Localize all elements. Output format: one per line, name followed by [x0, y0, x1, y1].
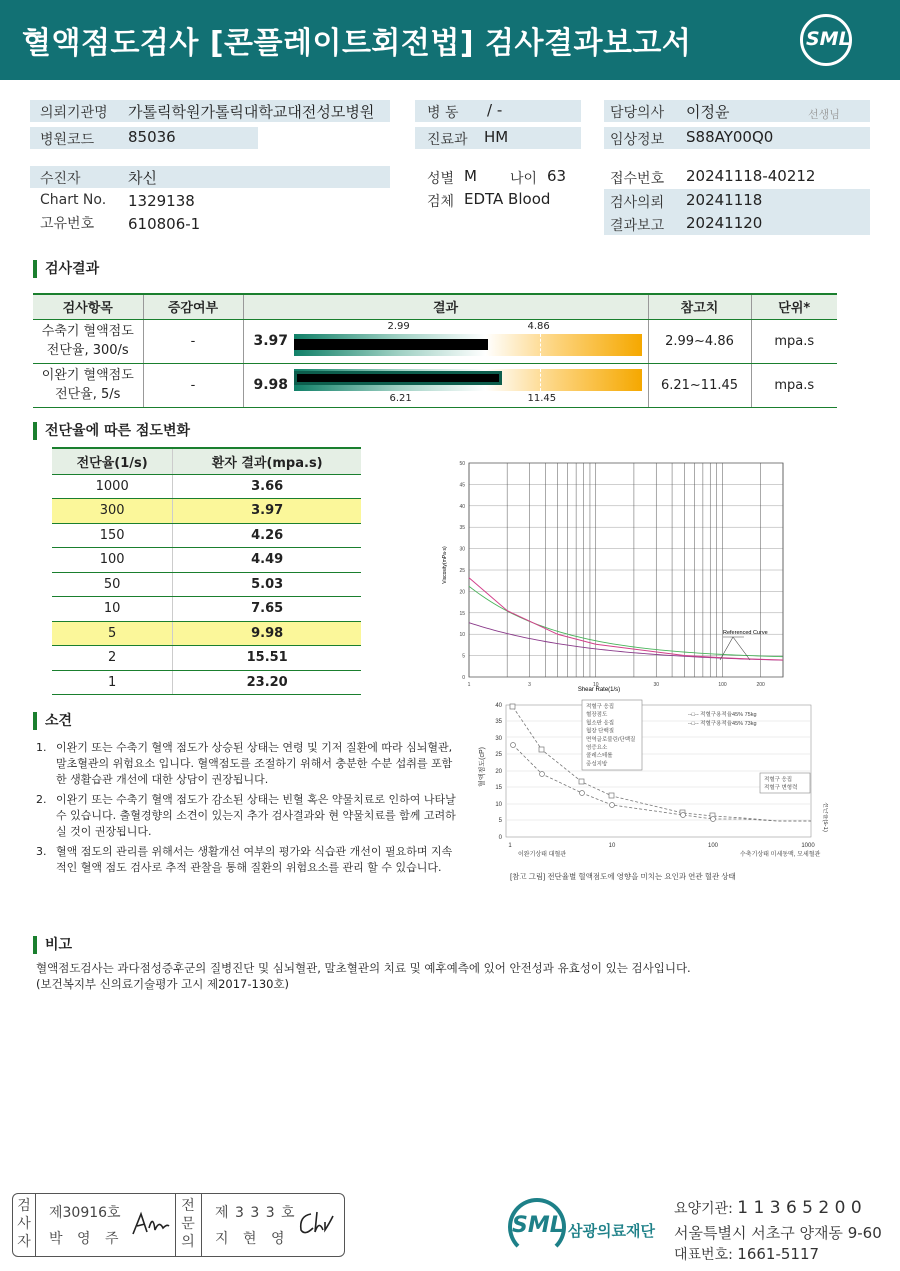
specialist-signature	[295, 1206, 337, 1238]
ref-high-marker	[540, 369, 541, 391]
y-tick-label: 20	[459, 589, 465, 596]
tester-signature	[129, 1208, 171, 1238]
shear-rate: 5	[52, 621, 173, 646]
y-tick-label: 15	[459, 610, 465, 617]
x-tick-label: 30	[653, 682, 660, 688]
chart-xlabel: Shear Rate(1/s)	[577, 687, 621, 693]
ref-legend-item: 콜레스테롤	[586, 753, 613, 760]
age-value: 63	[547, 167, 567, 185]
x-tick-label: 3	[528, 682, 531, 688]
footer-logo-text: SML	[512, 1213, 564, 1238]
chart-grid	[469, 463, 783, 677]
svg-text:40: 40	[495, 703, 502, 709]
tester-label: 검사자	[17, 1198, 31, 1250]
x-tick-label: 10	[592, 682, 599, 688]
svg-text:35: 35	[495, 719, 502, 725]
result-bar-fill	[294, 371, 503, 385]
table-row	[52, 548, 361, 573]
viscosity-value: 23.20	[173, 670, 361, 695]
svg-text:1: 1	[508, 843, 512, 849]
result-cell	[243, 363, 648, 407]
report-title: 혈액점도검사 [콘플레이트회전법] 검사결과보고서	[22, 26, 692, 61]
chart-annotation: Referenced Curve	[723, 630, 768, 636]
clinical-value: S88AY00Q0	[686, 128, 774, 146]
institution-value: 가톨릭학원가톨릭대학교대전성모병원	[128, 103, 375, 121]
y-tick-label: 35	[459, 525, 465, 532]
chart-value: 1329138	[128, 192, 195, 210]
table-row	[52, 646, 361, 671]
x-tick-label: 200	[756, 682, 765, 688]
ref-xlabel-left: 이완기상태 대혈관	[518, 852, 567, 858]
sex-label: 성별	[427, 171, 455, 187]
unit: mpa.s	[751, 363, 837, 407]
viscosity-value: 7.65	[173, 597, 361, 622]
note-item: 2. 이완기 또는 수축기 혈액 점도가 감소된 상태는 빈혈 혹은 약물치료로 인하여 나타날 수 있습니다. 출혈경향의 소견이 있는지 추가 검사결과와 현 약물치료를 함께 고려하실 것이 권장됩니다.	[36, 793, 456, 838]
svg-text:5: 5	[498, 818, 502, 824]
result-value: 9.98	[253, 376, 289, 393]
col-header: 참고치	[648, 294, 751, 319]
ref-y2label: 전단율(s-1)	[822, 802, 828, 832]
svg-text:20: 20	[495, 769, 502, 775]
unit: mpa.s	[751, 319, 837, 363]
svg-text:30: 30	[495, 736, 502, 742]
ref-legend-item: 중성지방	[586, 761, 608, 768]
reference-figure	[478, 697, 828, 887]
ref-legend-item: 염증요소	[586, 745, 608, 751]
ref-range: 6.21~11.45	[648, 363, 751, 407]
ref-high-label: 4.86	[527, 320, 550, 332]
patient-value: 차신	[128, 169, 157, 187]
specialist-label: 전문의	[181, 1198, 195, 1250]
ref-legend-item: 혈소판 응집	[586, 720, 615, 727]
test-item: 이완기 혈액점도	[41, 368, 134, 383]
notes-list	[36, 740, 456, 880]
test-item-sub: 전단율, 5/s	[55, 387, 121, 402]
tester-number: 제30916호	[49, 1205, 121, 1221]
ref-low-label: 2.99	[387, 320, 410, 332]
specimen-value: EDTA Blood	[464, 190, 551, 208]
table-row	[33, 363, 837, 407]
ref-xlabel-right: 수축기상태 미세동맥, 모세혈관	[740, 852, 821, 858]
y-tick-label: 40	[459, 503, 465, 510]
ref-legend-box	[582, 700, 642, 770]
svg-text:10: 10	[495, 802, 502, 808]
ref-legend-item: 혈장 단백질	[586, 728, 615, 735]
table-row	[52, 670, 361, 695]
viscosity-value: 3.97	[173, 499, 361, 524]
svg-text:100: 100	[707, 843, 719, 849]
receipt-value: 20241118-40212	[686, 167, 816, 185]
ref-legend-box2-item: 적혈구 응집	[764, 777, 793, 783]
shear-rate: 1000	[52, 474, 173, 499]
doctor-value: 이정윤	[686, 103, 730, 121]
org-name: 삼광의료재단	[568, 1222, 655, 1240]
y-tick-label: 25	[459, 568, 465, 574]
y-tick-label: 5	[462, 653, 465, 660]
ref-legend-item: 적혈구 응집	[586, 704, 615, 710]
shear-rate: 100	[52, 548, 173, 573]
results-table	[33, 293, 837, 408]
flag: -	[143, 363, 243, 407]
remark-line: (보건복지부 신의료기술평가 고시 제2017-130호)	[36, 977, 290, 991]
sml-logo-text: SML	[806, 28, 851, 50]
svg-text:1000: 1000	[801, 843, 815, 849]
tester-name: 박 영 주	[49, 1231, 124, 1247]
chart-label: Chart No.	[40, 192, 107, 208]
specialist-number: 제 3 3 3 호	[215, 1205, 296, 1221]
note-item: 3. 혈액 점도의 관리를 위해서는 생활개선 여부의 평가와 식습관 개선이 필요하며 지속적인 혈액 점도 검사로 추적 관찰을 통해 질환의 위험요소를 관리 할 수 있습니다.	[36, 845, 453, 874]
col-header: 단위*	[751, 294, 837, 319]
col-header: 검사항목	[33, 294, 143, 319]
ref-ylabel: 혈액점도(cP)	[479, 747, 486, 787]
uid-label: 고유번호	[40, 216, 95, 232]
x-tick-label: 100	[718, 682, 727, 688]
dept-value: HM	[484, 128, 509, 146]
hospital-code-value: 85036	[128, 128, 176, 146]
doctor-suffix: 선생님	[808, 108, 840, 121]
svg-text:0: 0	[498, 835, 502, 841]
svg-text:15: 15	[495, 785, 502, 791]
org-address: 서울특별시 서초구 양재동 9-60	[674, 1224, 882, 1242]
shear-rate: 50	[52, 572, 173, 597]
shear-rate: 10	[52, 597, 173, 622]
viscosity-section-title: 전단율에 따른 점도변화	[33, 422, 190, 440]
receipt-label: 접수번호	[610, 171, 665, 187]
results-section-title: 검사결과	[33, 260, 99, 278]
viscosity-value: 5.03	[173, 572, 361, 597]
viscosity-value: 15.51	[173, 646, 361, 671]
dept-label: 진료과	[427, 132, 468, 148]
ref-legend-box2-item: 적혈구 변형력	[764, 785, 798, 791]
ref-y-ticks	[495, 703, 502, 841]
result-cell	[243, 319, 648, 363]
svg-text:10: 10	[608, 843, 616, 849]
specimen-label: 검체	[427, 194, 455, 210]
viscosity-table	[52, 447, 361, 695]
ref-legend-item: --□-- 적혈구용적율45% 73kg	[688, 721, 757, 727]
table-row	[52, 523, 361, 548]
ref-high-label: 11.45	[527, 392, 557, 404]
viscosity-chart	[438, 455, 790, 695]
request-label: 검사의뢰	[610, 195, 665, 211]
org-code-label: 요양기관:	[674, 1201, 733, 1217]
test-item-sub: 전단율, 300/s	[46, 343, 129, 358]
ref-legend-item: 혈장점도	[586, 712, 608, 719]
hospital-code-label: 병원코드	[40, 132, 95, 148]
viscosity-value: 3.66	[173, 474, 361, 499]
viscosity-value: 9.98	[173, 621, 361, 646]
result-value: 3.97	[253, 332, 289, 349]
report-date-label: 결과보고	[610, 218, 665, 234]
viscosity-value: 4.49	[173, 548, 361, 573]
col-header: 환자 결과(mpa.s)	[173, 448, 361, 474]
shear-rate: 2	[52, 646, 173, 671]
org-phone: 1661-5117	[737, 1245, 820, 1263]
ward-value: / -	[487, 101, 503, 119]
table-row	[52, 474, 361, 499]
test-item: 수축기 혈액점도	[41, 324, 134, 339]
uid-value: 610806-1	[128, 215, 201, 233]
result-bar-fill	[294, 339, 489, 350]
remark-section-title: 비고	[33, 936, 72, 954]
viscosity-value: 4.26	[173, 523, 361, 548]
org-code: 1 1 3 6 5 2 0 0	[737, 1198, 862, 1218]
doctor-label: 담당의사	[610, 105, 665, 121]
signature-box	[12, 1193, 345, 1257]
sex-value: M	[464, 167, 477, 185]
remark-text	[36, 960, 691, 992]
col-header: 전단율(1/s)	[52, 448, 173, 474]
notes-section-title: 소견	[33, 712, 72, 730]
remark-line: 혈액점도검사는 과다점성증후군의 질병진단 및 심뇌혈관, 말초혈관의 치료 및 예후예측에 있어 안전성과 유효성이 있는 검사입니다.	[36, 961, 691, 975]
y-tick-label: 45	[459, 482, 465, 489]
institution-label: 의뢰기관명	[40, 105, 108, 121]
ref-legend-item: --□-- 적혈구용적율45% 75kg	[688, 712, 757, 718]
ref-range: 2.99~4.86	[648, 319, 751, 363]
shear-rate: 150	[52, 523, 173, 548]
ref-caption: [참고 그림] 전단율별 혈액점도에 영향을 미치는 요인과 연관 혈관 상태	[510, 872, 736, 881]
shear-rate: 1	[52, 670, 173, 695]
ref-x-ticks	[508, 843, 815, 849]
y-tick-label: 30	[459, 546, 465, 553]
table-row	[52, 621, 361, 646]
ref-high-marker	[540, 334, 541, 356]
x-tick-label: 1	[467, 682, 471, 688]
y-tick-label: 0	[462, 675, 465, 681]
org-code-line	[674, 1198, 862, 1218]
specialist-name: 지 현 영	[215, 1231, 290, 1247]
report-date-value: 20241120	[686, 214, 763, 232]
report-header	[0, 0, 900, 80]
table-row	[33, 319, 837, 363]
org-phone-line	[674, 1244, 819, 1264]
patient-label: 수진자	[40, 171, 81, 187]
org-phone-label: 대표번호:	[674, 1247, 733, 1263]
clinical-label: 임상정보	[610, 132, 665, 148]
age-label: 나이	[510, 171, 538, 187]
flag: -	[143, 319, 243, 363]
patient-bar	[30, 166, 390, 188]
ref-legend-item: 면역글로불린/단백질	[586, 736, 636, 743]
col-header: 증감여부	[143, 294, 243, 319]
table-row	[52, 597, 361, 622]
svg-text:25: 25	[495, 752, 502, 758]
ward-label: 병 동	[427, 105, 459, 121]
col-header: 결과	[243, 294, 648, 319]
shear-rate: 300	[52, 499, 173, 524]
y-tick-label: 50	[459, 461, 465, 467]
note-item: 1. 이완기 또는 수축기 혈액 점도가 상승된 상태는 연령 및 기저 질환에 따라 심뇌혈관, 말초혈관의 위험요소 입니다. 혈액점도를 조절하기 위해서 충분한 수분 섭취를 포함한 생활습관 개선에 대한 상담이 권장됩니다.	[36, 741, 453, 786]
chart-ylabel: Viscosity(mPa·s)	[442, 546, 448, 584]
table-row	[52, 572, 361, 597]
y-tick-label: 10	[459, 632, 465, 639]
ref-low-label: 6.21	[389, 392, 412, 404]
table-row	[52, 499, 361, 524]
request-value: 20241118	[686, 191, 763, 209]
